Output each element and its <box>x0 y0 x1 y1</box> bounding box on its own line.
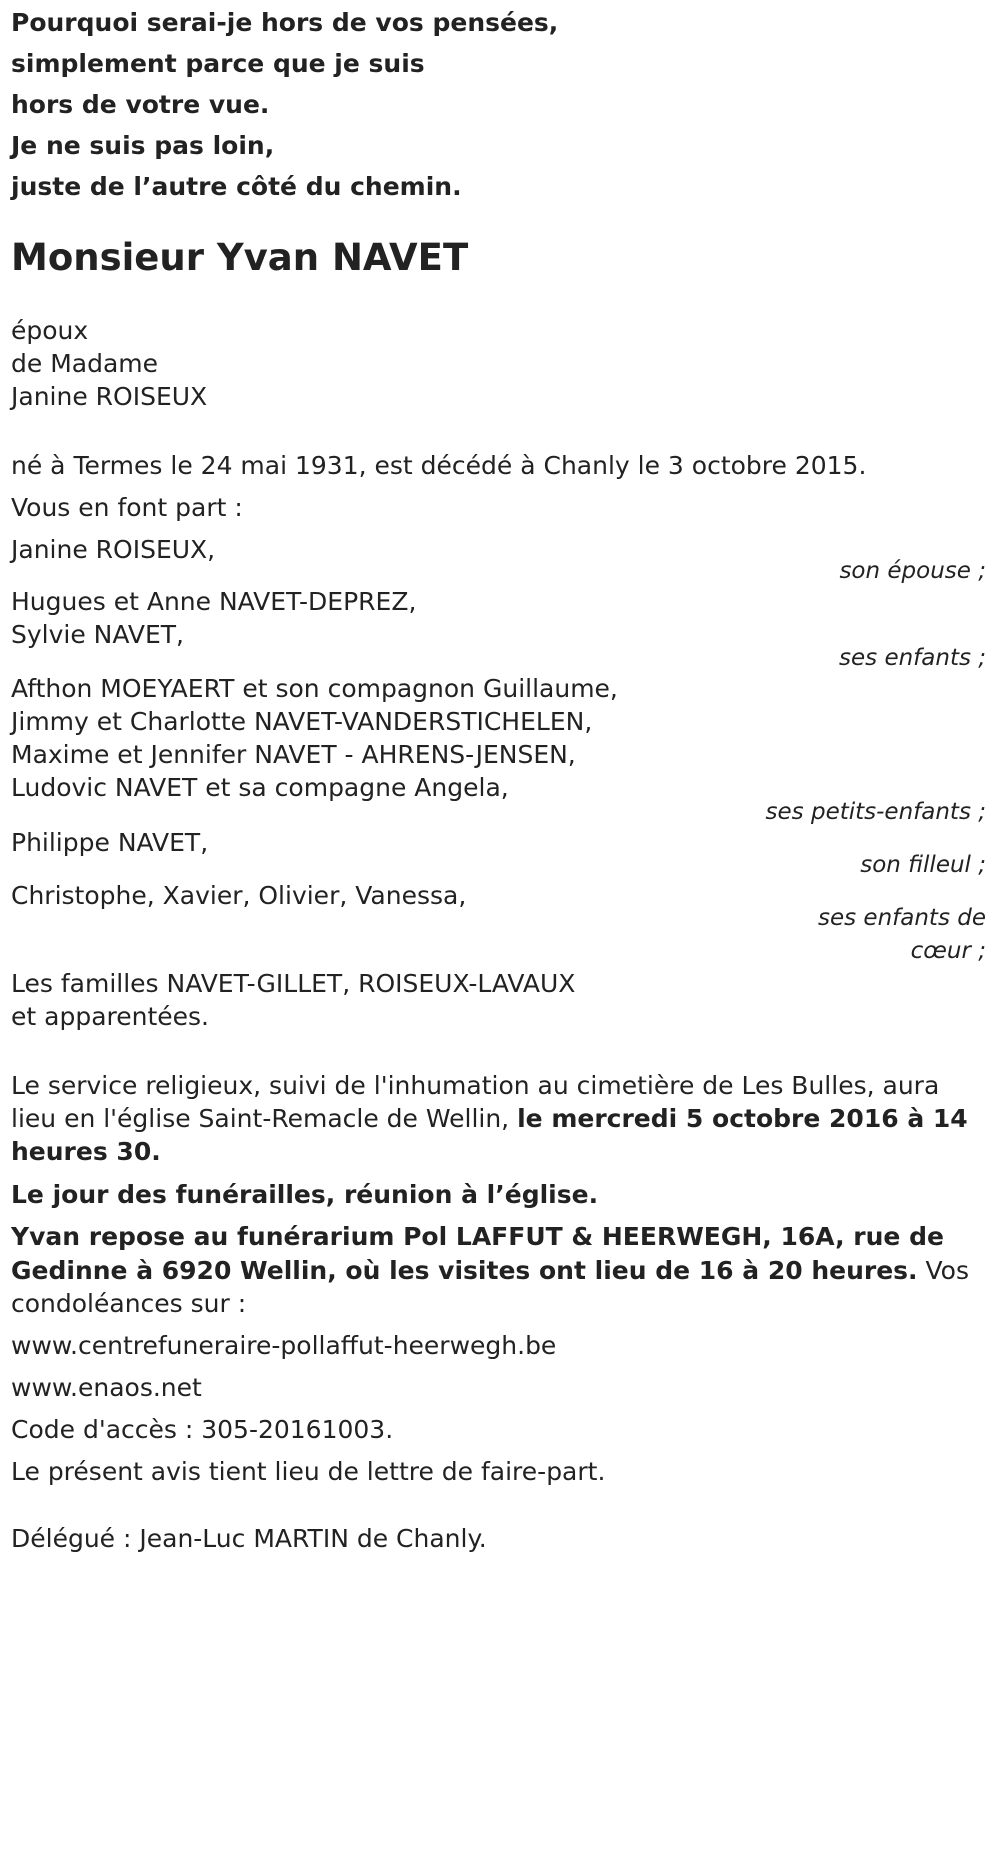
website-link[interactable]: www.enaos.net <box>11 1373 202 1402</box>
family-member: Christophe, Xavier, Olivier, Vanessa, <box>11 881 467 910</box>
funerarium-line <box>11 1256 969 1286</box>
notice-line: Le présent avis tient lieu de lettre de faire-part. <box>11 1457 606 1486</box>
spouse-line: époux <box>11 316 89 345</box>
funerarium-text: Vos <box>917 1256 969 1285</box>
family-relation: ses enfants de <box>818 905 986 931</box>
family-member: Ludovic NAVET et sa compagne Angela, <box>11 773 509 802</box>
service-text: lieu en l'église Saint-Remacle de Wellin, <box>11 1104 518 1133</box>
birth-death-line: né à Termes le 24 mai 1931, est décédé à Chanly le 3 octobre 2015. <box>11 451 867 480</box>
family-member: Janine ROISEUX, <box>11 535 216 564</box>
announcement-intro: Vous en font part : <box>11 493 243 522</box>
family-member: Hugues et Anne NAVET-DEPREZ, <box>11 587 417 616</box>
funerarium-visits: Gedinne à 6920 Wellin, où les visites ont lieu de 16 à 20 heures. <box>11 1256 918 1285</box>
family-member: Afthon MOEYAERT et son compagnon Guillaume, <box>11 674 618 703</box>
funerarium-line: condoléances sur : <box>11 1289 247 1318</box>
service-time: heures 30. <box>11 1137 161 1166</box>
spouse-line: Janine ROISEUX <box>11 382 208 411</box>
service-date: le mercredi 5 octobre 2016 à 14 <box>517 1104 968 1133</box>
poem-line: hors de votre vue. <box>11 90 270 119</box>
delegate-line: Délégué : Jean-Luc MARTIN de Chanly. <box>11 1524 487 1553</box>
poem-line: simplement parce que je suis <box>11 49 425 78</box>
families-line: Les familles NAVET-GILLET, ROISEUX-LAVAUX <box>11 969 576 998</box>
poem-line: Pourquoi serai-je hors de vos pensées, <box>11 8 559 37</box>
family-member: Maxime et Jennifer NAVET - AHRENS-JENSEN, <box>11 740 576 769</box>
family-relation: cœur ; <box>910 938 986 964</box>
spouse-line: de Madame <box>11 349 159 378</box>
funerarium-line: Yvan repose au funérarium Pol LAFFUT & HEERWEGH, 16A, rue de <box>11 1222 944 1251</box>
website-link[interactable]: www.centrefuneraire-pollaffut-heerwegh.be <box>11 1331 557 1360</box>
family-relation: ses petits-enfants ; <box>765 799 986 825</box>
family-relation: son filleul ; <box>860 852 986 878</box>
poem-line: juste de l’autre côté du chemin. <box>11 172 462 201</box>
family-member: Jimmy et Charlotte NAVET-VANDERSTICHELEN, <box>11 707 593 736</box>
deceased-name: Monsieur Yvan NAVET <box>11 236 469 279</box>
meeting-line: Le jour des funérailles, réunion à l’église. <box>11 1180 599 1209</box>
family-member: Philippe NAVET, <box>11 828 209 857</box>
service-line: Le service religieux, suivi de l'inhumation au cimetière de Les Bulles, aura <box>11 1071 940 1100</box>
service-line <box>11 1104 968 1134</box>
family-member: Sylvie NAVET, <box>11 620 184 649</box>
access-code: Code d'accès : 305-20161003. <box>11 1415 394 1444</box>
poem-line: Je ne suis pas loin, <box>11 131 275 160</box>
family-relation: ses enfants ; <box>839 645 986 671</box>
family-relation: son épouse ; <box>839 558 986 584</box>
families-line: et apparentées. <box>11 1002 209 1031</box>
